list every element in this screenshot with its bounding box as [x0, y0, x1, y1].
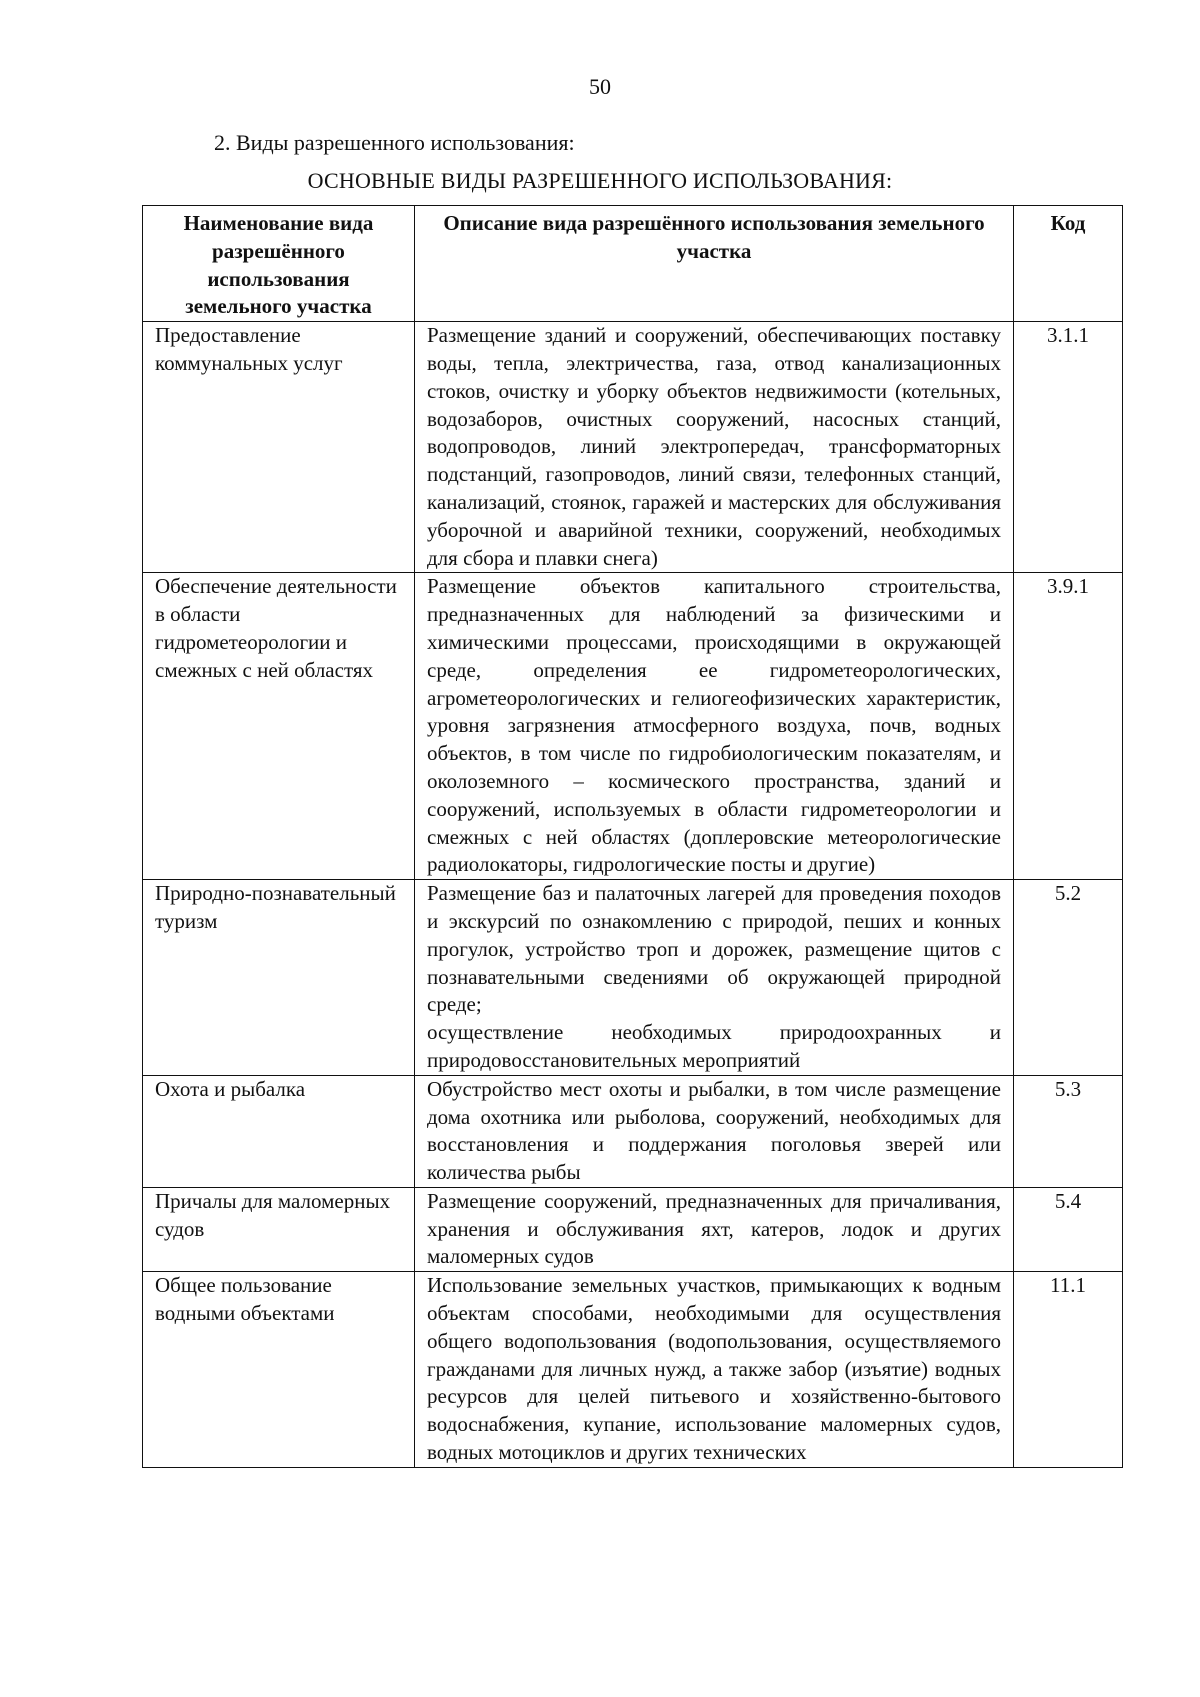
- description-paragraph: Размещение баз и палаточных лагерей для проведения походов и экскурсий по ознакомлению с природой, пеших и конных прогулок, устройство троп и дорожек, размещение щитов с познавательными сведениями об окружающей природной среде;: [427, 881, 1001, 1017]
- page-number: 50: [589, 74, 611, 99]
- row-code: 11.1: [1014, 1272, 1123, 1468]
- description-paragraph: Размещение сооружений, предназначенных для причаливания, хранения и обслуживания яхт, катеров, лодок и других маломерных судов: [427, 1188, 1001, 1269]
- row-name: Обеспечение деятельности в области гидрометеорологии и смежных с ней областях: [143, 573, 415, 880]
- row-name: Природно-познавательный туризм: [143, 880, 415, 1076]
- row-name: Охота и рыбалка: [143, 1075, 415, 1187]
- section-heading: 2. Виды разрешенного использования:: [214, 130, 575, 155]
- table-row: [143, 880, 1123, 1076]
- row-code: 3.1.1: [1014, 322, 1123, 573]
- row-description: [415, 322, 1014, 573]
- header-code: Код: [1014, 206, 1123, 322]
- row-code: 5.4: [1014, 1187, 1123, 1271]
- row-description: [415, 1075, 1014, 1187]
- table-row: [143, 573, 1123, 880]
- row-description: [415, 880, 1014, 1076]
- table-row: [143, 322, 1123, 573]
- row-description: [415, 573, 1014, 880]
- row-description: [415, 1187, 1014, 1271]
- table-row: [143, 1187, 1123, 1271]
- description-paragraph: Использование земельных участков, примыкающих к водным объектам способами, необходимыми для осуществления общего водопользования (водопользования, осуществляемого гражданами для личных нужд, а также забор (изъятие) водных ресурсов для целей питьевого и хозяйственно-бытового водоснабжения, купание, использование маломерных судов, водных мотоциклов и других технических: [427, 1273, 1001, 1465]
- row-name: Предоставление коммунальных услуг: [143, 322, 415, 573]
- row-name: Причалы для маломерных судов: [143, 1187, 415, 1271]
- row-code: 5.3: [1014, 1075, 1123, 1187]
- header-description: Описание вида разрешённого использования земельного участка: [415, 206, 1014, 322]
- permitted-uses-table: [142, 205, 1123, 1468]
- description-paragraph: осуществление необходимых природоохранных и природовосстановительных мероприятий: [427, 1020, 1001, 1072]
- table-row: [143, 1075, 1123, 1187]
- table-caption: ОСНОВНЫЕ ВИДЫ РАЗРЕШЕННОГО ИСПОЛЬЗОВАНИЯ:: [307, 168, 893, 193]
- row-name: Общее пользование водными объектами: [143, 1272, 415, 1468]
- row-description: [415, 1272, 1014, 1468]
- row-code: 3.9.1: [1014, 573, 1123, 880]
- description-paragraph: Размещение объектов капитального строительства, предназначенных для наблюдений за физическими и химическими процессами, происходящими в окружающей среде, определения ее гидрометеорологических, агрометеорологических и гелиогеофизических характеристик, уровня загрязнения атмосферного воздуха, почв, водных объектов, в том числе по гидробиологическим показателям, и околоземного – космического пространства, зданий и сооружений, используемых в области гидрометеорологии и смежных с ней областях (доплеровские метеорологические радиолокаторы, гидрологические посты и другие): [427, 574, 1001, 877]
- description-paragraph: Обустройство мест охоты и рыбалки, в том числе размещение дома охотника или рыболова, сооружений, необходимых для восстановления и поддержания поголовья зверей или количества рыбы: [427, 1076, 1001, 1185]
- header-name: Наименование вида разрешённого использования земельного участка: [143, 206, 415, 322]
- row-code: 5.2: [1014, 880, 1123, 1076]
- description-paragraph: Размещение зданий и сооружений, обеспечивающих поставку воды, тепла, электричества, газа, отвод канализационных стоков, очистку и уборку объектов недвижимости (котельных, водозаборов, очистных сооружений, насосных станций, водопроводов, линий электропередач, трансформаторных подстанций, газопроводов, линий связи, телефонных станций, канализаций, стоянок, гаражей и мастерских для обслуживания уборочной и аварийной техники, сооружений, необходимых для сбора и плавки снега): [427, 323, 1001, 570]
- table-row: [143, 1272, 1123, 1468]
- table-header-row: [143, 206, 1123, 322]
